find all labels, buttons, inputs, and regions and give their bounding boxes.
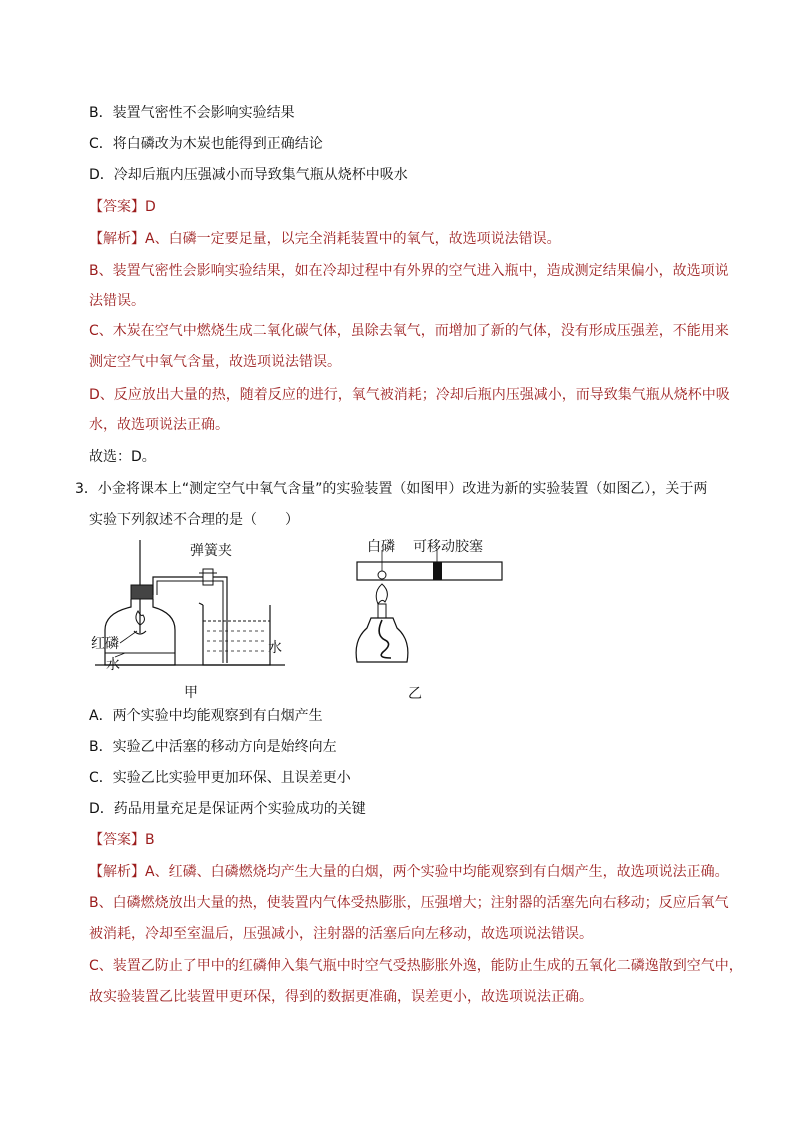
analysis-a-text: A、红磷、白磷燃烧均产生大量的白烟，两个实验中均能观察到有白烟产生，故选项说法正确。 [145, 864, 729, 880]
rubber-stopper [131, 585, 153, 599]
q2-final-choice: 故选：D。 [89, 449, 156, 465]
flame-icon [376, 584, 387, 604]
spring-clip-icon [203, 569, 213, 585]
movable-stopper-icon [433, 562, 442, 580]
white-phosphorus-icon [378, 571, 386, 579]
q3-analysis-c-line2: 故实验装置乙比装置甲更环保，得到的数据更准确，误差更小，故选项说法正确。 [89, 989, 593, 1005]
lamp-wick-holder [378, 604, 386, 618]
analysis-tag: 【解析】 [89, 864, 145, 880]
label-figure-jia: 甲 [184, 685, 198, 701]
answer-tag: 【答案】 [89, 199, 145, 215]
label-water-bottle: 水 [106, 657, 120, 673]
q3-option-b: B．实验乙中活塞的移动方向是始终向左 [89, 739, 337, 755]
label-red-phosphorus: 红磷 [91, 636, 119, 652]
glass-tube [153, 577, 227, 663]
answer-value: D [145, 199, 156, 215]
q2-analysis-b-line1: B、装置气密性会影响实验结果，如在冷却过程中有外界的空气进入瓶中，造成测定结果偏小，故选项说 [89, 263, 729, 279]
q3-analysis-c-line1: C、装置乙防止了甲中的红磷伸入集气瓶中时空气受热膨胀外逸，能防止生成的五氧化二磷逸散到空气中， [89, 958, 743, 974]
analysis-a-text: A、白磷一定要足量，以完全消耗装置中的氧气，故选项说法错误。 [145, 231, 561, 247]
q2-analysis-c-line2: 测定空气中氧气含量，故选项说法错误。 [89, 354, 341, 370]
analysis-tag: 【解析】 [89, 231, 145, 247]
q2-option-d: D．冷却后瓶内压强减小而导致集气瓶从烧杯中吸水 [89, 167, 408, 183]
q3-option-c: C．实验乙比实验甲更加环保、且误差更小 [89, 770, 351, 786]
q3-analysis-a [89, 862, 729, 882]
q3-analysis-b-line2: 被消耗，冷却至室温后，压强减小，注射器的活塞后向左移动，故选项说法错误。 [89, 926, 593, 942]
beaker [203, 605, 270, 665]
label-white-phosphorus: 白磷 [367, 539, 395, 555]
q2-option-c: C．将白磷改为木炭也能得到正确结论 [89, 136, 323, 152]
q3-answer [89, 830, 155, 850]
label-figure-yi: 乙 [408, 686, 422, 702]
q3-stem-line1: 3．小金将课本上“测定空气中氧气含量”的实验装置（如图甲）改进为新的实验装置（如图乙），关于两 [75, 481, 708, 497]
q2-analysis-d-line1: D、反应放出大量的热，随着反应的进行，氧气被消耗；冷却后瓶内压强减小，而导致集气瓶从烧杯中吸 [89, 387, 730, 403]
answer-value: B [145, 832, 155, 848]
q3-option-d: D．药品用量充足是保证两个实验成功的关键 [89, 801, 366, 817]
q2-analysis-c-line1: C、木炭在空气中燃烧生成二氧化碳气体，虽除去氧气，而增加了新的气体，没有形成压强差，不能用来 [89, 323, 729, 339]
q3-option-a: A．两个实验中均能观察到有白烟产生 [89, 708, 323, 724]
q3-stem-line2: 实验下列叙述不合理的是（ ） [89, 512, 299, 528]
q2-analysis-b-line2: 法错误。 [89, 293, 145, 309]
q2-analysis-d-line2: 水，故选项说法正确。 [89, 417, 229, 433]
label-spring-clip: 弹簧夹 [190, 543, 232, 559]
q3-analysis-b-line1: B、白磷燃烧放出大量的热，使装置内气体受热膨胀，压强增大；注射器的活塞先向右移动；反应后氧气 [89, 895, 729, 911]
q2-option-b: B．装置气密性不会影响实验结果 [89, 105, 295, 121]
figure-yi [345, 540, 505, 680]
q2-answer [89, 197, 156, 217]
answer-tag: 【答案】 [89, 832, 145, 848]
q2-analysis-a [89, 229, 561, 249]
label-movable-stopper: 可移动胶塞 [413, 539, 483, 555]
label-water-beaker: 水 [268, 640, 282, 656]
